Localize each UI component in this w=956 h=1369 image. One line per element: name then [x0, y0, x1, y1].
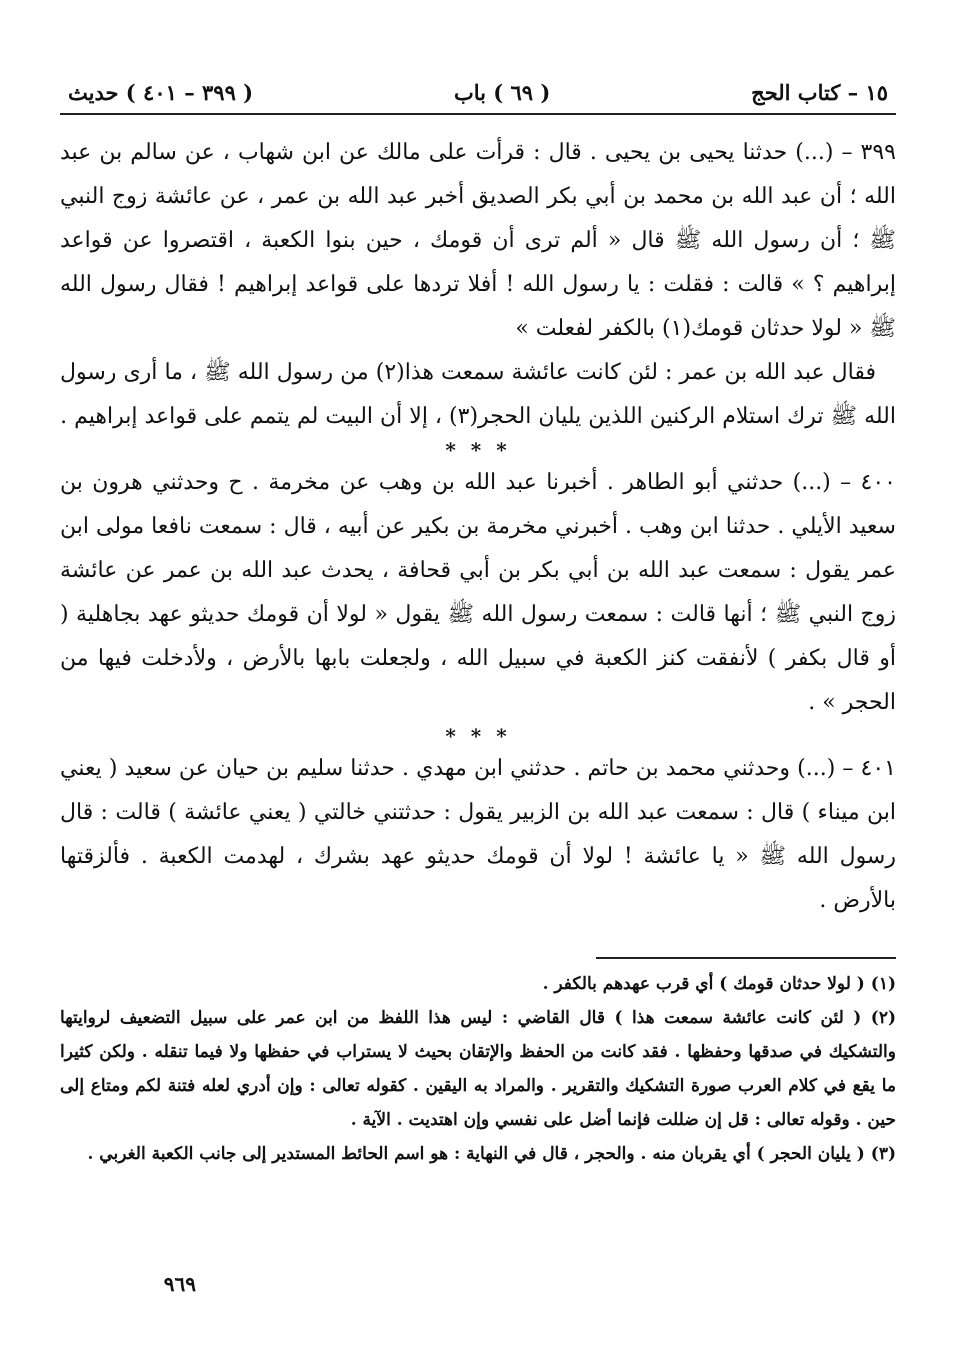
main-text [60, 131, 896, 923]
hadith-range: ( ٣٩٩ – ٤٠١ ) حديث [68, 80, 254, 105]
hadith-399-paragraph-2: فقال عبد الله بن عمر : لئن كانت عائشة سمعت هذا(٢) من رسول الله ﷺ ، ما أرى رسول الله ﷺ ترك استلام الركنين اللذين يليان الحجر(٣) ، إلا أن البيت لم يتمم على قواعد إبراهيم . [60, 360, 896, 429]
book-title: ١٥ – كتاب الحج [751, 80, 888, 105]
hadith-400-paragraph: ٤٠٠ – (...) حدثني أبو الطاهر . أخبرنا عبد الله بن وهب عن مخرمة . ح وحدثني هرون بن سعيد الأيلي . حدثنا ابن وهب . أخبرني مخرمة بن بكير عن أبيه ، قال : سمعت نافعا مولى ابن عمر يقول : سمعت عبد الله بن أبي بكر بن أبي قحافة ، يحدث عبد الله بن عمر عن عائشة زوج النبي ﷺ ؛ أنها قالت : سمعت رسول الله ﷺ يقول « لولا أن قومك حديثو عهد بجاهلية ( أو قال بكفر ) لأنفقت كنز الكعبة في سبيل الله ، ولجعلت بابها بالأرض ، ولأدخلت فيها من الحجر » . [60, 470, 896, 715]
footnote-divider [596, 957, 896, 959]
chapter-title: ( ٦٩ ) باب [453, 80, 551, 105]
hadith-399-paragraph-1: ٣٩٩ – (...) حدثنا يحيى بن يحيى . قال : قرأت على مالك عن ابن شهاب ، عن سالم بن عبد الله ؛ أن عبد الله بن محمد بن أبي بكر الصديق أخبر عبد الله بن عمر ، عن عائشة زوج النبي ﷺ ؛ أن رسول الله ﷺ قال « ألم ترى أن قومك ، حين بنوا الكعبة ، اقتصروا عن قواعد إبراهيم ؟ » قالت : فقلت : يا رسول الله ! أفلا تردها على قواعد إبراهيم ! فقال رسول الله ﷺ « لولا حدثان قومك(١) بالكفر لفعلت » [60, 140, 896, 341]
footnote-3: (٣) ( يليان الحجر ) أي يقربان منه . والحجر ، قال في النهاية : هو اسم الحائط المستدير إلى جانب الكعبة الغربي . [87, 1144, 896, 1164]
hadith-401-paragraph: ٤٠١ – (...) وحدثني محمد بن حاتم . حدثني ابن مهدي . حدثنا سليم بن حيان عن سعيد ( يعني ابن ميناء ) قال : سمعت عبد الله بن الزبير يقول : حدثتني خالتي ( يعني عائشة ) قالت : قال رسول الله ﷺ « يا عائشة ! لولا أن قومك حديثو عهد بشرك ، لهدمت الكعبة . فألزقتها بالأرض . [60, 756, 896, 913]
page-number: ٩٦٩ [163, 1272, 196, 1296]
footnote-2: (٢) ( لئن كانت عائشة سمعت هذا ) قال القاضي : ليس هذا اللفظ من ابن عمر على سبيل التضعيف لروايتها والتشكيك في صدقها وحفظها . فقد كانت من الحفظ والإتقان بحيث لا يستراب في حفظها ولا فيما تنقله . ولكن كثيرا ما يقع في كلام العرب صورة التشكيك والتقرير . والمراد به اليقين . كقوله تعالى : وإن أدري لعله فتنة لكم ومتاع إلى حين . وقوله تعالى : قل إن ضللت فإنما أضل على نفسي وإن اهتديت . الآية . [60, 1008, 896, 1130]
section-separator: * * * [445, 438, 511, 462]
running-header [60, 80, 896, 115]
footnotes [60, 967, 896, 1171]
section-separator: * * * [445, 724, 511, 748]
footnote-1: (١) ( لولا حدثان قومك ) أي قرب عهدهم بالكفر . [542, 974, 896, 994]
page [60, 80, 896, 1171]
